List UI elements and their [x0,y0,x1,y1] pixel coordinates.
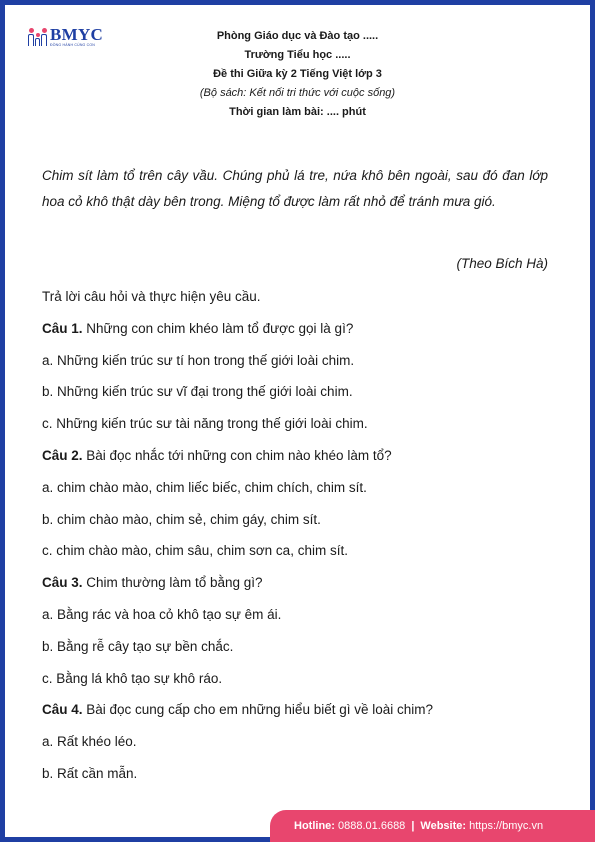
question-label: Câu 1. [42,320,83,336]
hotline-number[interactable]: 0888.01.6688 [338,820,406,832]
question-label: Câu 4. [42,702,83,718]
instructions: Trả lời câu hỏi và thực hiện yêu cầu. [42,289,261,304]
hotline-label: Hotline: [294,820,335,832]
answer-option: a. chim chào mào, chim liếc biếc, chim chích, chim sít. [42,479,367,495]
answer-option: b. Những kiến trúc sư vĩ đại trong thế giới loài chim. [42,384,353,400]
time-limit: Thời gian làm bài: .... phút [229,106,366,118]
answer-option: a. Những kiến trúc sư tí hon trong thế giới loài chim. [42,352,355,368]
question-text: Những con chim khéo làm tổ được gọi là gì? [82,320,354,336]
question-text: Chim thường làm tổ bằng gì? [82,575,263,591]
question-2 [42,446,552,478]
answer-option: c. chim chào mào, chim sâu, chim sơn ca, chim sít. [42,543,348,559]
department-line: Phòng Giáo dục và Đào tạo ..... [216,30,379,42]
question-label: Câu 3. [42,575,83,591]
answer-option: b. chim chào mào, chim sẻ, chim gáy, chim sít. [42,511,321,527]
website-link[interactable]: https://bmyc.vn [469,820,544,832]
passage-source: (Theo Bích Hà) [456,256,548,271]
question-1 [42,319,552,351]
question-3 [42,573,552,605]
answer-option: b. Bằng rễ cây tạo sự bền chắc. [42,638,234,654]
exam-header [0,27,595,122]
website-label: Website: [420,820,467,832]
school-line: Trường Tiểu học ..... [244,49,351,61]
contact-footer [270,810,595,842]
question-section [42,287,552,796]
answer-option: b. Rất cần mẫn. [42,765,138,781]
footer-separator: | [411,820,415,832]
question-4 [42,700,552,732]
question-text: Bài đọc nhắc tới những con chim nào khéo làm tổ? [82,447,392,463]
logo-tagline: ĐỒNG HÀNH CÙNG CON [50,43,96,47]
book-series: (Bộ sách: Kết nối tri thức với cuộc sống) [199,87,396,99]
exam-title: Đề thi Giữa kỳ 2 Tiếng Việt lớp 3 [213,68,382,80]
answer-option: a. Rất khéo léo. [42,734,137,750]
answer-option: c. Bằng lá khô tạo sự khô ráo. [42,670,223,686]
answer-option: a. Bằng rác và hoa cỏ khô tạo sự êm ái. [42,606,282,622]
answer-option: c. Những kiến trúc sư tài năng trong thế giới loài chim. [42,416,368,432]
logo-name: BMYC [50,25,104,44]
question-text: Bài đọc cung cấp cho em những hiểu biết gì về loài chim? [82,702,434,718]
reading-passage: Chim sít làm tổ trên cây vầu. Chúng phủ lá tre, nứa khô bên ngoài, sau đó đan lớp hoa cỏ khô thật dày bên trong. Miệng tổ được làm rất nhỏ để tránh mưa gió. [42,168,548,209]
question-label: Câu 2. [42,447,83,463]
